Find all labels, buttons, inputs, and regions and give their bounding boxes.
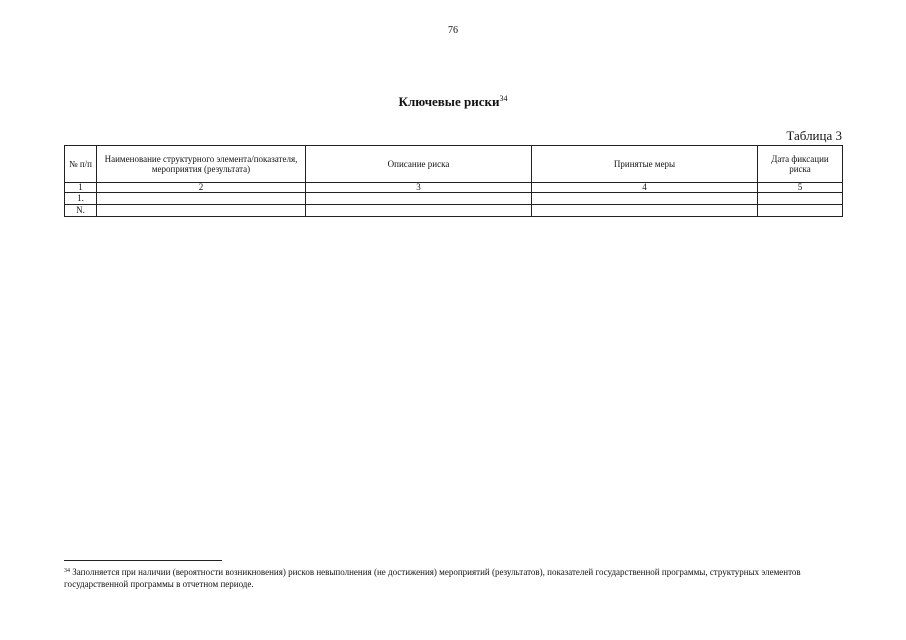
column-number: 4 [532,183,758,193]
header-number: № п/п [65,146,97,183]
table-header-row [65,146,843,183]
header-measures-taken: Принятые меры [532,146,758,183]
row-label: 1. [65,193,97,205]
document-title-text: Ключевые риски [398,94,500,109]
table-cell [532,205,758,217]
key-risks-table [64,145,843,217]
table-row [65,193,843,205]
document-title [0,94,906,110]
row-label: N. [65,205,97,217]
table-cell [306,205,532,217]
header-element-name: Наименование структурного элемента/показателя, мероприятия (результата) [97,146,306,183]
footnote-separator [64,560,222,561]
table-cell [97,205,306,217]
table-label: Таблица 3 [786,128,842,143]
column-number: 2 [97,183,306,193]
footnote-text: Заполняется при наличии (вероятности возникновения) рисков невыполнения (не достижения) мероприятий (результатов), показателей государственной программы, структурных элементов государственной программы в отчетном периоде. [64,567,801,589]
table-cell [758,193,843,205]
column-number: 1 [65,183,97,193]
header-risk-description: Описание риска [306,146,532,183]
table-cell [306,193,532,205]
table-row [65,205,843,217]
column-number: 3 [306,183,532,193]
table-cell [97,193,306,205]
column-number: 5 [758,183,843,193]
footnote [64,566,848,590]
page-number: 76 [448,25,458,36]
footnote-marker: 34 [64,568,70,574]
title-footnote-ref[interactable]: 34 [499,94,508,103]
table-cell [758,205,843,217]
header-risk-date: Дата фиксации риска [758,146,843,183]
table-cell [532,193,758,205]
column-number-row [65,183,843,193]
